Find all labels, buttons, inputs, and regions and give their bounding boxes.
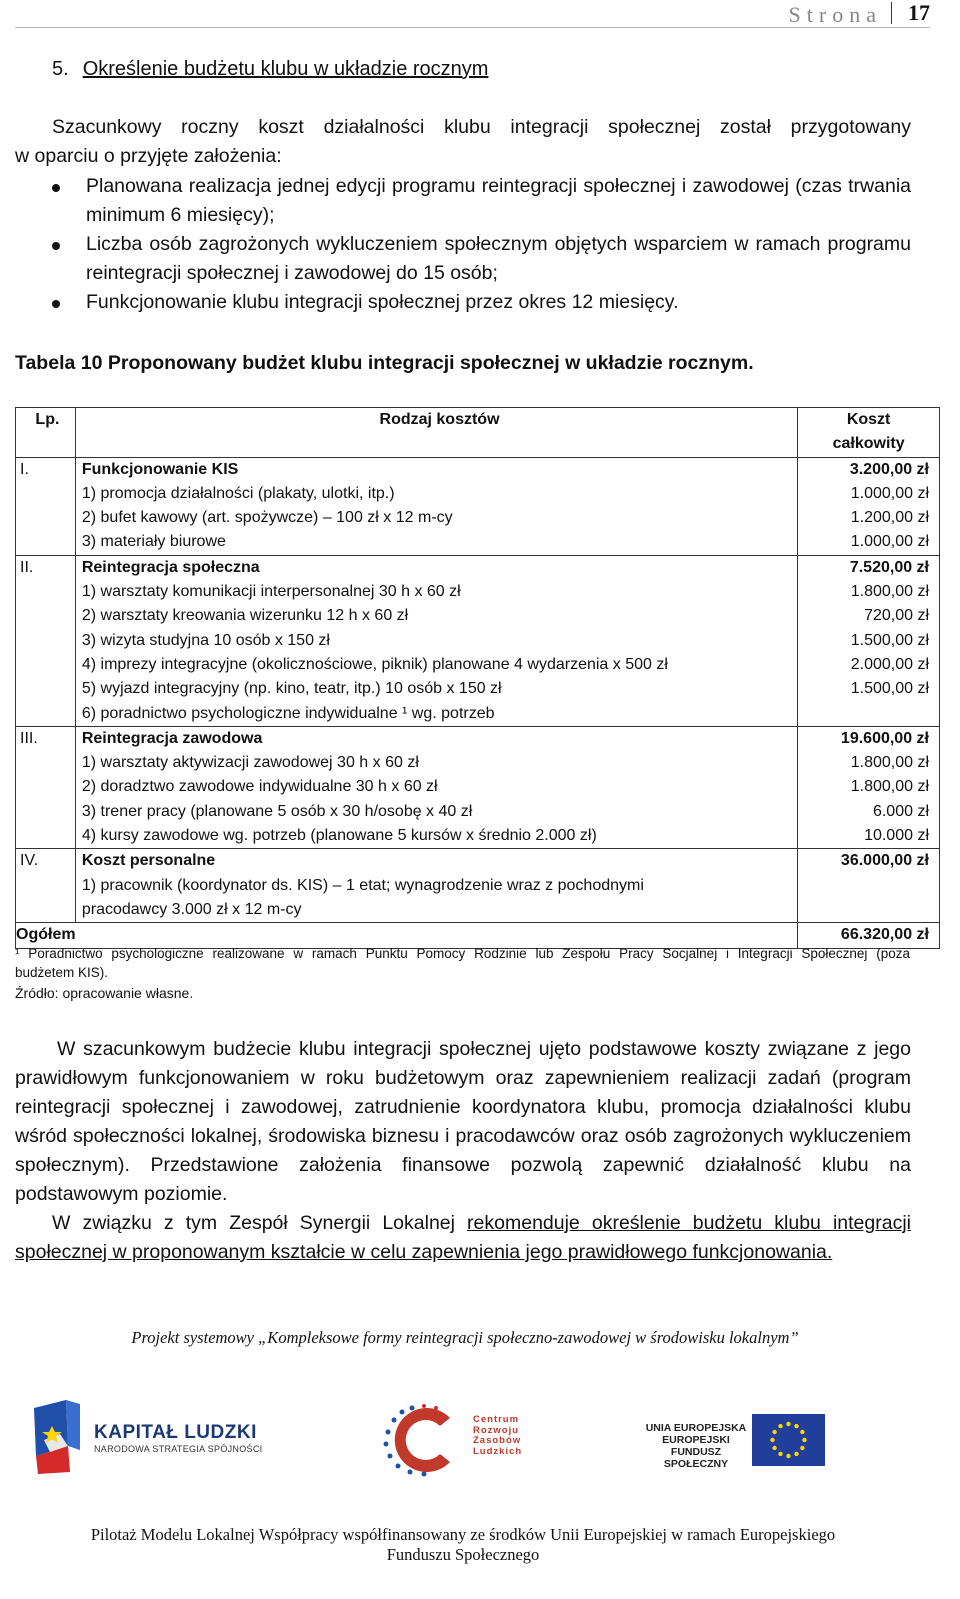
crzl-logo [380, 1400, 560, 1480]
project-name: Projekt systemowy „Kompleksowe formy reintegracji społeczno-zawodowej w środowisku lokalnym” [131, 1328, 799, 1347]
item-cost: 2.000,00 zł [850, 655, 929, 673]
row-cost-items [75, 726, 797, 848]
budget-table [15, 407, 940, 949]
intro-line-2: w oparciu o przyjęte założenia: [15, 145, 282, 167]
table-row [16, 849, 940, 923]
cost-item: 3) wizyta studyjna 10 osób x 150 zł [81, 631, 330, 649]
crzl-name [473, 1415, 522, 1457]
kapital-ludzki-title: KAPITAŁ LUDZKI [94, 1422, 257, 1443]
group-title: Koszt personalne [81, 852, 216, 870]
page-footer [0, 1525, 926, 1565]
paragraph-1-text: W szacunkowym budżecie klubu integracji społecznej ujęto podstawowe koszty związane z jego prawidłowym funkcjonowaniem w roku budżetowym oraz zapewnieniem realizacji zadań (program reintegracji społecznej i zawodowej, zatrudnienie koordynatora klubu, promocja działalności klubu wśród społeczności lokalnej, środowiska biznesu i pracodawców oraz osób zagrożonych wykluczeniem społecznym). Przedstawione założenia finansowe pozwolą zapewnić działalność klubu na podstawowym poziomie. [15, 1038, 911, 1205]
item-cost: 1.500,00 zł [850, 631, 929, 649]
kapital-ludzki-logo [30, 1400, 270, 1480]
table-caption: Tabela 10 Proponowany budżet klubu integracji społecznej w układzie rocznym. [15, 352, 754, 374]
row-lp: IV. [16, 849, 76, 923]
table-row [16, 457, 940, 555]
row-costs [798, 555, 940, 726]
item-cost: 1.000,00 zł [850, 484, 929, 502]
cost-item: 6) poradnictwo psychologiczne indywidualne ¹ wg. potrzeb [81, 704, 495, 722]
header-total-cost-line-2: całkowity [832, 435, 905, 453]
table-header-row [16, 408, 940, 458]
item-cost: 1.200,00 zł [850, 509, 929, 527]
item-cost [798, 702, 929, 726]
item-cost: 720,00 zł [864, 607, 929, 625]
item-cost: 10.000 zł [864, 827, 929, 845]
group-title: Funkcjonowanie KIS [81, 460, 239, 478]
header-cost-type [75, 408, 797, 458]
section-number: 5. [52, 58, 69, 80]
header-lp-text: Lp. [35, 411, 60, 428]
list-item: Liczba osób zagrożonych wykluczeniem społecznym objętych wsparciem w ramach programu reintegracji społecznej i zawodowej do 15 osób; [15, 230, 911, 288]
group-cost: 7.520,00 zł [849, 558, 929, 576]
row-costs [798, 726, 940, 848]
eu-flag-icon [752, 1414, 825, 1466]
kapital-ludzki-flag-icon [30, 1400, 82, 1474]
total-label: Ogółem [16, 923, 798, 948]
row-cost-items [75, 555, 797, 726]
item-cost: 6.000 zł [872, 802, 929, 820]
cost-item: 5) wyjazd integracyjny (np. kino, teatr, itp.) 10 osób x 150 zł [81, 680, 502, 698]
item-cost: 1.800,00 zł [850, 754, 929, 772]
header-cost-type-text: Rodzaj kosztów [379, 411, 500, 428]
cost-item: pracodawcy 3.000 zł x 12 m-cy [81, 900, 302, 918]
header-total-cost-line-1: Koszt [846, 411, 891, 428]
eu-logo [642, 1414, 832, 1468]
list-item: Funkcjonowanie klubu integracji społecznej przez okres 12 miesięcy. [15, 288, 911, 317]
section-title [52, 58, 488, 81]
row-costs [798, 457, 940, 555]
item-cost: 1.500,00 zł [850, 680, 929, 698]
crzl-line: Zasobów [473, 1435, 522, 1446]
total-value: 66.320,00 zł [798, 923, 940, 948]
row-cost-items [75, 457, 797, 555]
list-item: Planowana realizacja jednej edycji programu reintegracji społecznej i zawodowej (czas trwania minimum 6 miesięcy); [15, 172, 911, 230]
eu-text [642, 1422, 750, 1470]
paragraph-2-recommendation: rekomenduje określenie budżetu klubu integracji społecznej w proponowanym kształcie w celu zapewnienia jego prawidłowego funkcjonowania. [15, 1212, 911, 1263]
paragraph-1 [15, 1035, 911, 1209]
crzl-emblem-icon [380, 1400, 470, 1480]
logos-bar [30, 1400, 830, 1480]
eu-line: FUNDUSZ SPOŁECZNY [663, 1446, 729, 1470]
cost-item: 2) doradztwo zawodowe indywidualne 30 h x 60 zł [81, 778, 438, 796]
cost-item: 1) promocja działalności (plakaty, ulotki, itp.) [81, 484, 395, 502]
header-total-cost [798, 408, 940, 458]
assumptions-list [15, 172, 911, 317]
group-cost: 19.600,00 zł [840, 729, 929, 747]
kapital-ludzki-subtitle: NARODOWA STRATEGIA SPÓJNOŚCI [94, 1444, 263, 1454]
item-cost: 1.800,00 zł [850, 778, 929, 796]
cost-item: 4) imprezy integracyjne (okolicznościowe, piknik) planowane 4 wydarzenia x 500 zł [81, 655, 668, 673]
item-cost: 1.000,00 zł [850, 533, 929, 551]
page-number: 17 [908, 0, 930, 25]
table-footnote-line-2: budżetem KIS). [15, 965, 109, 980]
row-lp: I. [16, 457, 76, 555]
cost-item: 1) warsztaty aktywizacji zawodowej 30 h x 60 zł [81, 754, 419, 772]
cost-item: 3) materiały biurowe [81, 533, 226, 551]
cost-item: 2) warsztaty kreowania wizerunku 12 h x 60 zł [81, 607, 409, 625]
paragraph-2 [15, 1209, 911, 1267]
row-lp: II. [16, 555, 76, 726]
group-cost: 3.200,00 zł [849, 460, 929, 478]
body-text [15, 1035, 911, 1267]
page-label: Strona [788, 2, 882, 27]
table-footnote-line-1: ¹ Poradnictwo psychologiczne realizowane w ramach Punktu Pomocy Rodzinie lub Zespołu Pracy Socjalnej i Integracji Społecznej (poza [15, 946, 910, 961]
crzl-line: Ludzkich [473, 1445, 523, 1457]
cost-item: 1) pracownik (koordynator ds. KIS) – 1 etat; wynagrodzenie wraz z pochodnymi [81, 876, 644, 894]
eu-line: EUROPEJSKI [662, 1434, 730, 1446]
row-costs [798, 849, 940, 923]
intro-line-1: Szacunkowy roczny koszt działalności klubu integracji społecznej został przygotowany [52, 116, 911, 138]
table-row [16, 726, 940, 848]
group-title: Reintegracja zawodowa [81, 729, 263, 747]
table-row [16, 555, 940, 726]
crzl-line: Centrum [473, 1414, 520, 1425]
row-cost-items [75, 849, 797, 923]
group-title: Reintegracja społeczna [81, 558, 260, 576]
footer-line-1: Pilotaż Modelu Lokalnej Współpracy współfinansowany ze środków Unii Europejskiej w ramach Europejskiego [90, 1525, 836, 1544]
cost-item: 1) warsztaty komunikacji interpersonalnej 30 h x 60 zł [81, 583, 461, 601]
table-source: Źródło: opracowanie własne. [15, 985, 194, 1001]
intro-paragraph [15, 113, 911, 171]
item-cost: 1.800,00 zł [850, 583, 929, 601]
row-lp: III. [16, 726, 76, 848]
cost-item: 3) trener pracy (planowane 5 osób x 30 h/osobę x 40 zł [81, 802, 473, 820]
cost-item: 4) kursy zawodowe wg. potrzeb (planowane 5 kursów x średnio 2.000 zł) [81, 827, 597, 845]
header-lp [16, 408, 76, 458]
group-cost: 36.000,00 zł [840, 852, 929, 870]
page-number-separator [891, 2, 892, 24]
paragraph-2-text: W związku z tym Zespół Synergii Lokalnej [52, 1212, 468, 1234]
section-title-text: Określenie budżetu klubu w układzie rocznym [82, 58, 489, 80]
eu-line: UNIA EUROPEJSKA [645, 1422, 747, 1434]
footer-line-2: Funduszu Społecznego [386, 1545, 540, 1564]
crzl-line: Rozwoju [473, 1424, 520, 1436]
cost-item: 2) bufet kawowy (art. spożywcze) – 100 zł x 12 m-cy [81, 509, 453, 527]
page-header [15, 0, 930, 28]
